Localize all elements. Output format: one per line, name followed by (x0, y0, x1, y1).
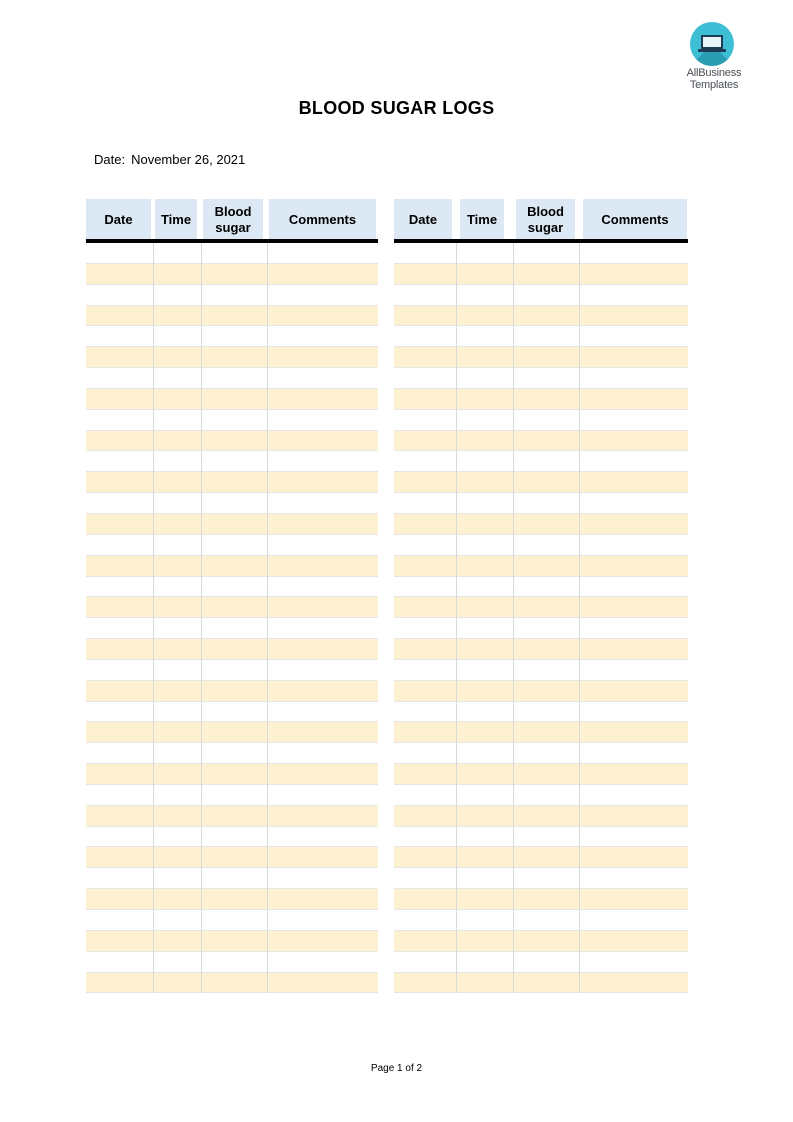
table-row (86, 326, 378, 347)
table-row (86, 764, 378, 785)
table-row (394, 910, 688, 931)
table-row (394, 451, 688, 472)
table-row (86, 514, 378, 535)
table-row (86, 264, 378, 285)
table-row (86, 347, 378, 368)
table-row (394, 493, 688, 514)
table-body (86, 243, 378, 993)
logo-line-2: Templates (689, 79, 739, 91)
table-row (394, 514, 688, 535)
table-row (394, 660, 688, 681)
table-row (394, 535, 688, 556)
table-row (86, 618, 378, 639)
table-row (394, 264, 688, 285)
log-table-left (86, 199, 378, 240)
table-row (86, 827, 378, 848)
table-row (86, 702, 378, 723)
table-row (86, 535, 378, 556)
date-label: Date: (94, 152, 126, 167)
table-row (394, 326, 688, 347)
table-row (394, 827, 688, 848)
allbusiness-templates-logo (680, 22, 748, 94)
table-row (86, 556, 378, 577)
table-row (394, 431, 688, 452)
table-row (394, 368, 688, 389)
table-row (394, 931, 688, 952)
table-row (86, 868, 378, 889)
table-body (394, 243, 688, 993)
table-header (86, 199, 378, 240)
column-header-blood-sugar: Blood sugar (203, 199, 263, 240)
table-row (394, 847, 688, 868)
column-header-blood-sugar: Blood sugar (516, 199, 575, 240)
table-row (394, 973, 688, 994)
table-row (86, 785, 378, 806)
column-header-date: Date (394, 199, 452, 240)
table-row (86, 493, 378, 514)
table-row (394, 722, 688, 743)
table-row (86, 285, 378, 306)
table-row (394, 347, 688, 368)
table-row (394, 556, 688, 577)
column-header-comments: Comments (583, 199, 687, 240)
table-row (394, 764, 688, 785)
table-row (394, 577, 688, 598)
table-row (86, 806, 378, 827)
date-line (94, 152, 251, 167)
laptop-icon (701, 35, 723, 49)
date-value: November 26, 2021 (131, 152, 246, 167)
table-row (86, 889, 378, 910)
table-row (86, 597, 378, 618)
table-row (86, 681, 378, 702)
table-row (86, 660, 378, 681)
table-row (86, 847, 378, 868)
table-row (394, 306, 688, 327)
table-row (394, 806, 688, 827)
table-header (394, 199, 688, 240)
table-row (394, 702, 688, 723)
table-row (394, 785, 688, 806)
table-row (86, 743, 378, 764)
table-row (394, 868, 688, 889)
table-row (394, 389, 688, 410)
column-header-comments: Comments (269, 199, 376, 240)
logo-line-1: AllBusiness (686, 67, 742, 79)
table-row (86, 931, 378, 952)
table-row (394, 639, 688, 660)
table-row (86, 431, 378, 452)
table-row (394, 472, 688, 493)
logo-badge (690, 22, 734, 66)
table-row (86, 910, 378, 931)
table-row (394, 743, 688, 764)
log-table-right (394, 199, 688, 240)
table-row (394, 243, 688, 264)
table-row (394, 285, 688, 306)
page-title: BLOOD SUGAR LOGS (298, 98, 495, 118)
table-row (86, 389, 378, 410)
table-row (86, 639, 378, 660)
column-header-date: Date (86, 199, 151, 240)
table-row (394, 618, 688, 639)
table-row (86, 306, 378, 327)
table-row (86, 243, 378, 264)
table-row (394, 597, 688, 618)
column-header-time: Time (155, 199, 197, 240)
table-row (86, 451, 378, 472)
table-row (86, 472, 378, 493)
table-row (394, 410, 688, 431)
column-header-time: Time (460, 199, 504, 240)
table-row (394, 889, 688, 910)
table-row (86, 368, 378, 389)
page-number: Page 1 of 2 (370, 1063, 423, 1074)
table-row (86, 952, 378, 973)
logo-wordmark (680, 67, 748, 91)
table-row (394, 952, 688, 973)
table-row (394, 681, 688, 702)
table-row (86, 973, 378, 994)
table-row (86, 722, 378, 743)
table-row (86, 577, 378, 598)
table-row (86, 410, 378, 431)
